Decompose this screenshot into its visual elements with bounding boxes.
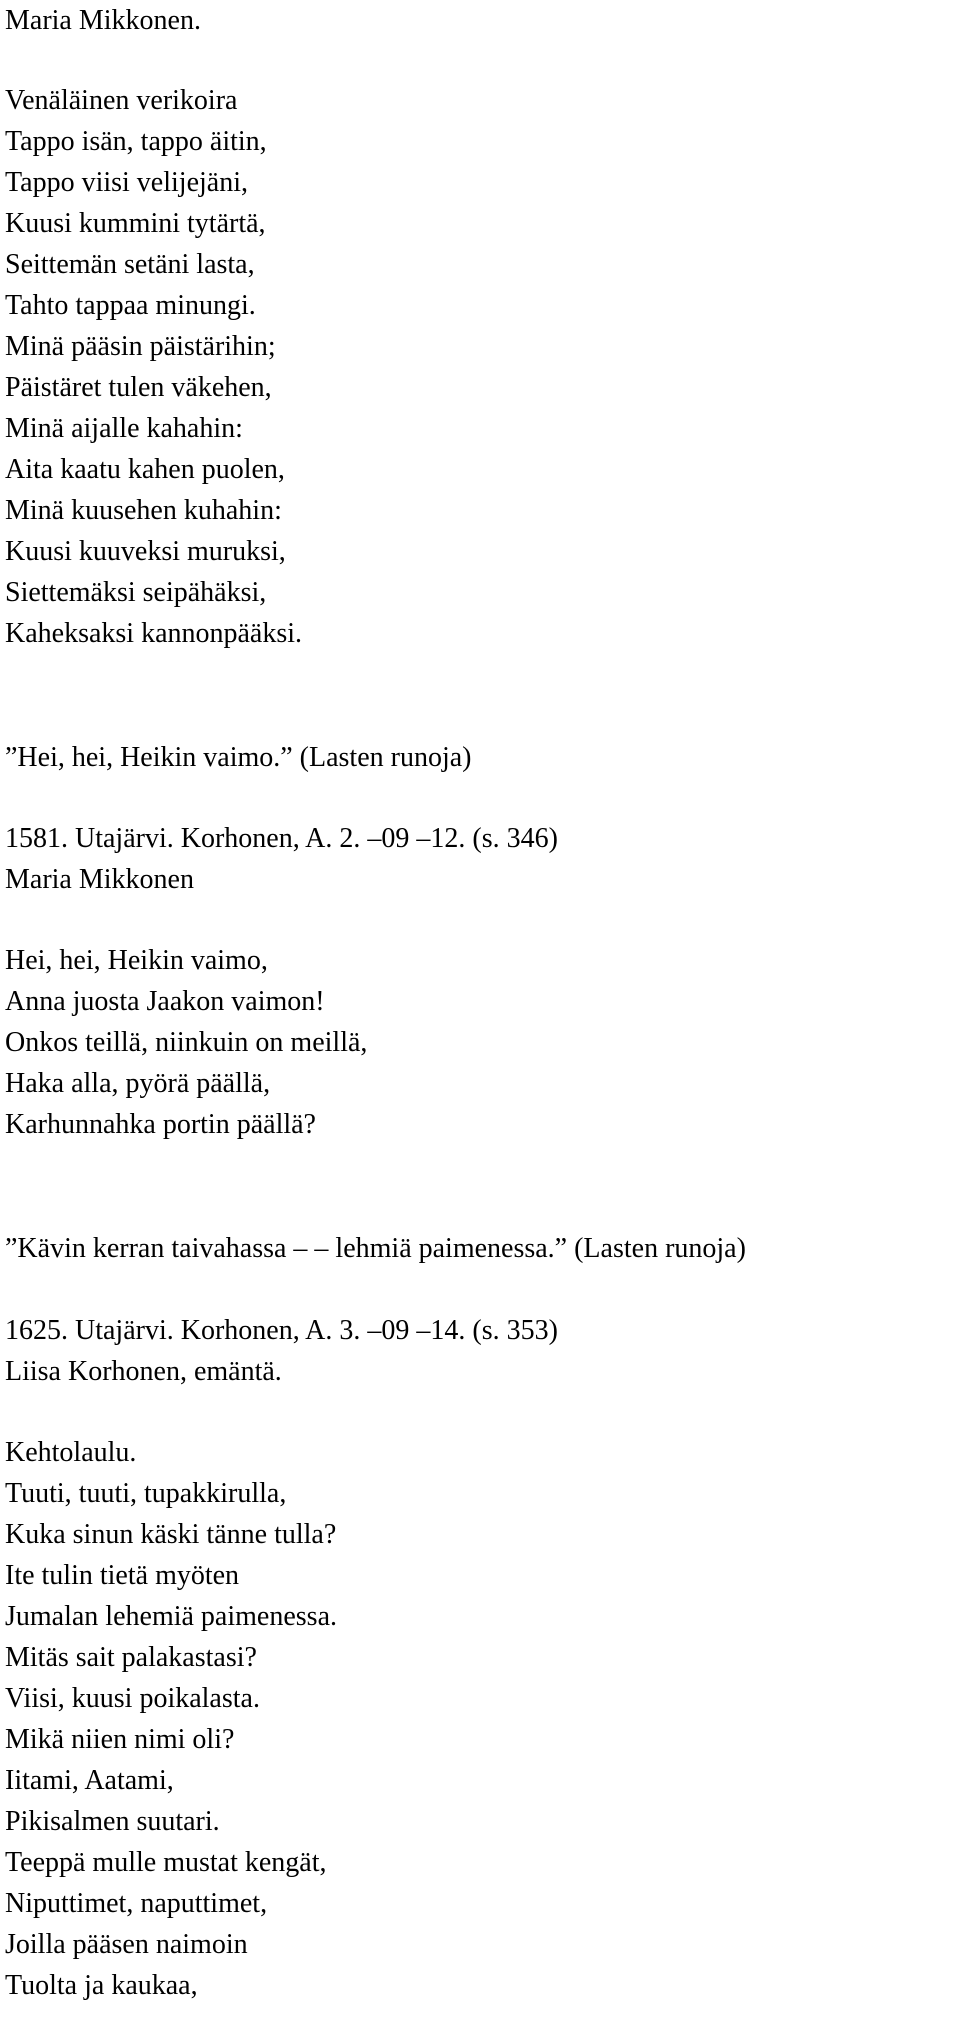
section-heading: ”Kävin kerran taivahassa – – lehmiä paimenessa.” (Lasten runoja): [5, 1233, 746, 1264]
text-line: Kaheksaksi kannonpääksi.: [5, 618, 303, 649]
text-line: Haka alla, pyörä päällä,: [5, 1068, 271, 1099]
text-line: Tuolta ja kaukaa,: [5, 1970, 198, 2001]
text-line: Aita kaatu kahen puolen,: [5, 454, 285, 485]
text-line: Kuka sinun käski tänne tulla?: [5, 1519, 337, 1550]
text-line: Venäläinen verikoira: [5, 85, 238, 116]
text-line: Kuusi kummini tytärtä,: [5, 208, 266, 239]
text-line: Mitäs sait palakastasi?: [5, 1642, 257, 1673]
text-line: Onkos teillä, niinkuin on meillä,: [5, 1027, 368, 1058]
text-line: Tappo isän, tappo äitin,: [5, 126, 267, 157]
text-line: Tuuti, tuuti, tupakkirulla,: [5, 1478, 287, 1509]
text-line: Pikisalmen suutari.: [5, 1806, 220, 1837]
text-line: Tappo viisi velijejäni,: [5, 167, 248, 198]
text-line: Teeppä mulle mustat kengät,: [5, 1847, 327, 1878]
text-line: Ite tulin tietä myöten: [5, 1560, 240, 1591]
reference-line: Liisa Korhonen, emäntä.: [5, 1356, 282, 1387]
text-line: Hei, hei, Heikin vaimo,: [5, 945, 268, 976]
reference-line: Maria Mikkonen: [5, 864, 194, 895]
text-line: Kehtolaulu.: [5, 1437, 137, 1468]
text-line: Minä kuusehen kuhahin:: [5, 495, 282, 526]
text-line: Minä pääsin päistärihin;: [5, 331, 276, 362]
text-line: Maria Mikkonen.: [5, 5, 201, 36]
text-line: Siettemäksi seipähäksi,: [5, 577, 267, 608]
text-line: Minä aijalle kahahin:: [5, 413, 243, 444]
text-line: Karhunnahka portin päällä?: [5, 1109, 316, 1140]
text-line: Seittemän setäni lasta,: [5, 249, 255, 280]
text-line: Kuusi kuuveksi muruksi,: [5, 536, 286, 567]
text-line: Joilla pääsen naimoin: [5, 1929, 248, 1960]
section-heading: ”Hei, hei, Heikin vaimo.” (Lasten runoja): [5, 742, 472, 773]
text-line: Jumalan lehemiä paimenessa.: [5, 1601, 337, 1632]
text-line: Viisi, kuusi poikalasta.: [5, 1683, 260, 1714]
reference-line: 1625. Utajärvi. Korhonen, A. 3. –09 –14. (s. 353): [5, 1315, 558, 1346]
text-line: Mikä niien nimi oli?: [5, 1724, 235, 1755]
text-line: Anna juosta Jaakon vaimon!: [5, 986, 325, 1017]
text-line: Niputtimet, naputtimet,: [5, 1888, 268, 1919]
text-line: Tahto tappaa minungi.: [5, 290, 256, 321]
text-line: Iitami, Aatami,: [5, 1765, 174, 1796]
text-line: Päistäret tulen väkehen,: [5, 372, 272, 403]
reference-line: 1581. Utajärvi. Korhonen, A. 2. –09 –12. (s. 346): [5, 823, 558, 854]
